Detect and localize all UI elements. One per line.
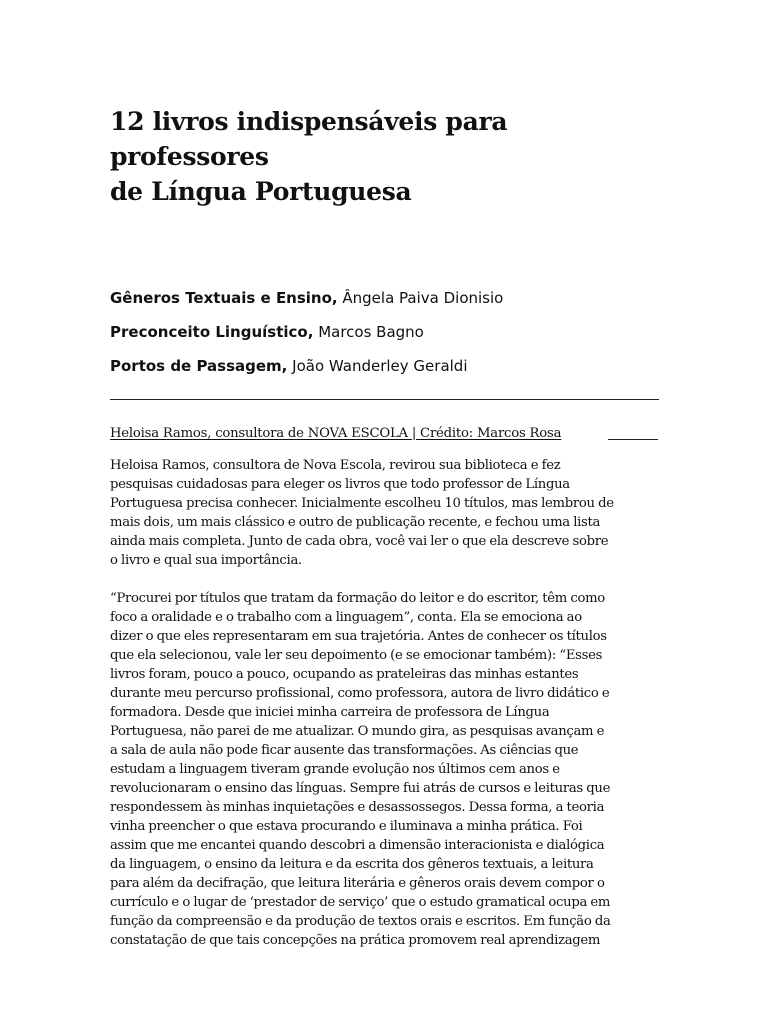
paragraph-line: que ela selecionou, vale ler seu depoimento (e se emocionar também): “Esses	[110, 648, 603, 663]
intro-paragraph	[110, 456, 660, 570]
photo-caption-row	[110, 424, 660, 444]
paragraph-line: respondessem às minhas inquietações e desassossegos. Dessa forma, a teoria	[110, 800, 605, 815]
paragraph-line: dizer o que eles representaram em sua trajetória. Antes de conhecer os títulos	[110, 629, 607, 644]
book-author: Marcos Bagno	[313, 323, 424, 341]
paragraph-line: “Procurei por títulos que tratam da formação do leitor e do escritor, têm como	[110, 591, 605, 606]
paragraph-line: função da compreensão e da produção de textos orais e escritos. Em função da	[110, 914, 611, 929]
book-title: Portos de Passagem,	[110, 357, 288, 375]
paragraph-line: da linguagem, o ensino da leitura e da escrita dos gêneros textuais, a leitura	[110, 857, 594, 872]
paragraph-line: durante meu percurso profissional, como professora, autora de livro didático e	[110, 686, 610, 701]
article-title	[110, 104, 660, 209]
paragraph-line: Portuguesa precisa conhecer. Inicialmente escolheu 10 títulos, mas lembrou de	[110, 496, 614, 511]
paragraph-line: constatação de que tais concepções na prática promovem real aprendizagem	[110, 933, 601, 948]
paragraph-line: a sala de aula não pode ficar ausente das transformações. As ciências que	[110, 743, 579, 758]
paragraph-line: pesquisas cuidadosas para eleger os livros que todo professor de Língua	[110, 477, 570, 492]
book-title: Preconceito Linguístico,	[110, 323, 314, 341]
testimony-paragraph	[110, 589, 660, 950]
book-author: João Wanderley Geraldi	[287, 357, 468, 375]
horizontal-divider	[110, 399, 659, 400]
paragraph-line: estudam a linguagem tiveram grande evolução nos últimos cem anos e	[110, 762, 560, 777]
document-page	[110, 104, 660, 950]
title-line: 12 livros indispensáveis para professores	[110, 107, 508, 171]
title-line: de Língua Portuguesa	[110, 177, 412, 206]
paragraph-line: foco a oralidade e o trabalho com a linguagem”, conta. Ela se emociona ao	[110, 610, 582, 625]
paragraph-line: livros foram, pouco a pouco, ocupando as prateleiras das minhas estantes	[110, 667, 579, 682]
book-item	[110, 356, 660, 376]
paragraph-line: para além da decifração, que leitura literária e gêneros orais devem compor o	[110, 876, 605, 891]
book-item	[110, 322, 660, 342]
paragraph-line: o livro e qual sua importância.	[110, 553, 302, 568]
paragraph-line: mais dois, um mais clássico e outro de publicação recente, e fechou uma lista	[110, 515, 601, 530]
paragraph-line: Heloisa Ramos, consultora de Nova Escola, revirou sua biblioteca e fez	[110, 458, 561, 473]
paragraph-line: vinha preencher o que estava procurando e iluminava a minha prática. Foi	[110, 819, 583, 834]
paragraph-line: ainda mais completa. Junto de cada obra, você vai ler o que ela descreve sobre	[110, 534, 609, 549]
book-title: Gêneros Textuais e Ensino,	[110, 289, 338, 307]
photo-caption: Heloisa Ramos, consultora de NOVA ESCOLA | Crédito: Marcos Rosa	[110, 426, 562, 441]
book-item	[110, 288, 660, 308]
paragraph-line: revolucionaram o ensino das línguas. Sempre fui atrás de cursos e leituras que	[110, 781, 611, 796]
caption-underline-tail	[608, 439, 658, 440]
book-author: Ângela Paiva Dionisio	[337, 289, 504, 307]
paragraph-line: Portuguesa, não parei de me atualizar. O mundo gira, as pesquisas avançam e	[110, 724, 605, 739]
paragraph-line: assim que me encantei quando descobri a dimensão interacionista e dialógica	[110, 838, 605, 853]
paragraph-line: currículo e o lugar de ‘prestador de serviço’ que o estudo gramatical ocupa em	[110, 895, 611, 910]
paragraph-line: formadora. Desde que iniciei minha carreira de professora de Língua	[110, 705, 550, 720]
book-list	[110, 288, 660, 376]
